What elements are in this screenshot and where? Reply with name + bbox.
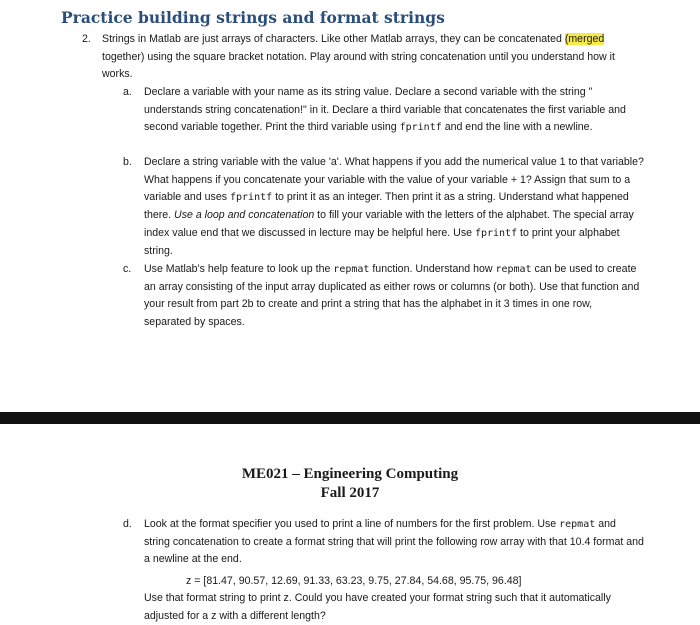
- code-fprintf: fprintf: [229, 192, 273, 204]
- item-b-letter: b.: [123, 156, 132, 168]
- code-fprintf: fprintf: [474, 227, 518, 239]
- italic-emphasis: Use a loop and concatenation: [174, 209, 315, 222]
- item-c-letter: c.: [123, 263, 132, 275]
- code-repmat: repmat: [333, 264, 370, 275]
- z-array-line: z = [81.47, 90.57, 12.69, 91.33, 63.23, 9.75, 27.84, 54.68, 95.75, 96.48]: [186, 575, 522, 587]
- item-d-letter: d.: [123, 518, 132, 530]
- section-title: Practice building strings and format strings: [61, 8, 445, 27]
- item-d-text: Look at the format specifier you used to print a line of numbers for the first problem. Use repmat and string concatenation to create a format string that will print the following row array with that 10.4 format and a newline at the end.: [144, 518, 644, 566]
- code-repmat: repmat: [559, 519, 596, 530]
- item-d-followup: Use that format string to print z. Could you have created your format string such that it automatically adjusted for a z with a different length?: [144, 592, 611, 622]
- item-2-text: Strings in Matlab are just arrays of characters. Like other Matlab arrays, they can be concatenated (merged together) using the square bracket notation. Play around with string concatenation until you understand how it works.: [102, 33, 615, 81]
- item-a-text: Declare a variable with your name as its string value. Declare a second variable with the string " understands string concatenation!" in it. Declare a third variable that concatenates the first variable and second variable together. Print the third variable using fprintf and end the line with a newline.: [144, 86, 626, 134]
- page-divider: [0, 412, 700, 424]
- item-2-number: 2.: [82, 33, 91, 45]
- course-title: ME021 – Engineering Computing: [241, 466, 459, 482]
- item-b-text: Declare a string variable with the value 'a'. What happens if you add the numerical value 1 to that variable? What happens if you concatenate your variable with the value of your variable + 1? Assign that sum to a variable and uses fprintf to print it as an integer. Then print it as a string. Understand what happened there. Use a loop and concatenation to fill your variable with the letters of the alphabet. The special array index value end that we discussed in lecture may be helpful here. Use fprintf to print your alphabet string.: [144, 156, 644, 257]
- code-fprintf: fprintf: [399, 122, 442, 134]
- highlighted-text: (merged: [564, 33, 605, 45]
- item-a-letter: a.: [123, 86, 132, 98]
- code-repmat: repmat: [495, 264, 532, 275]
- item-c-text: Use Matlab's help feature to look up the repmat function. Understand how repmat can be used to create an array consisting of the input array duplicated as either rows or columns (or both). Use that function and your result from part 2b to create and print a string that has the alphabet in it 3 times in one row, separated by spaces.: [144, 263, 640, 329]
- course-term: Fall 2017: [320, 485, 380, 501]
